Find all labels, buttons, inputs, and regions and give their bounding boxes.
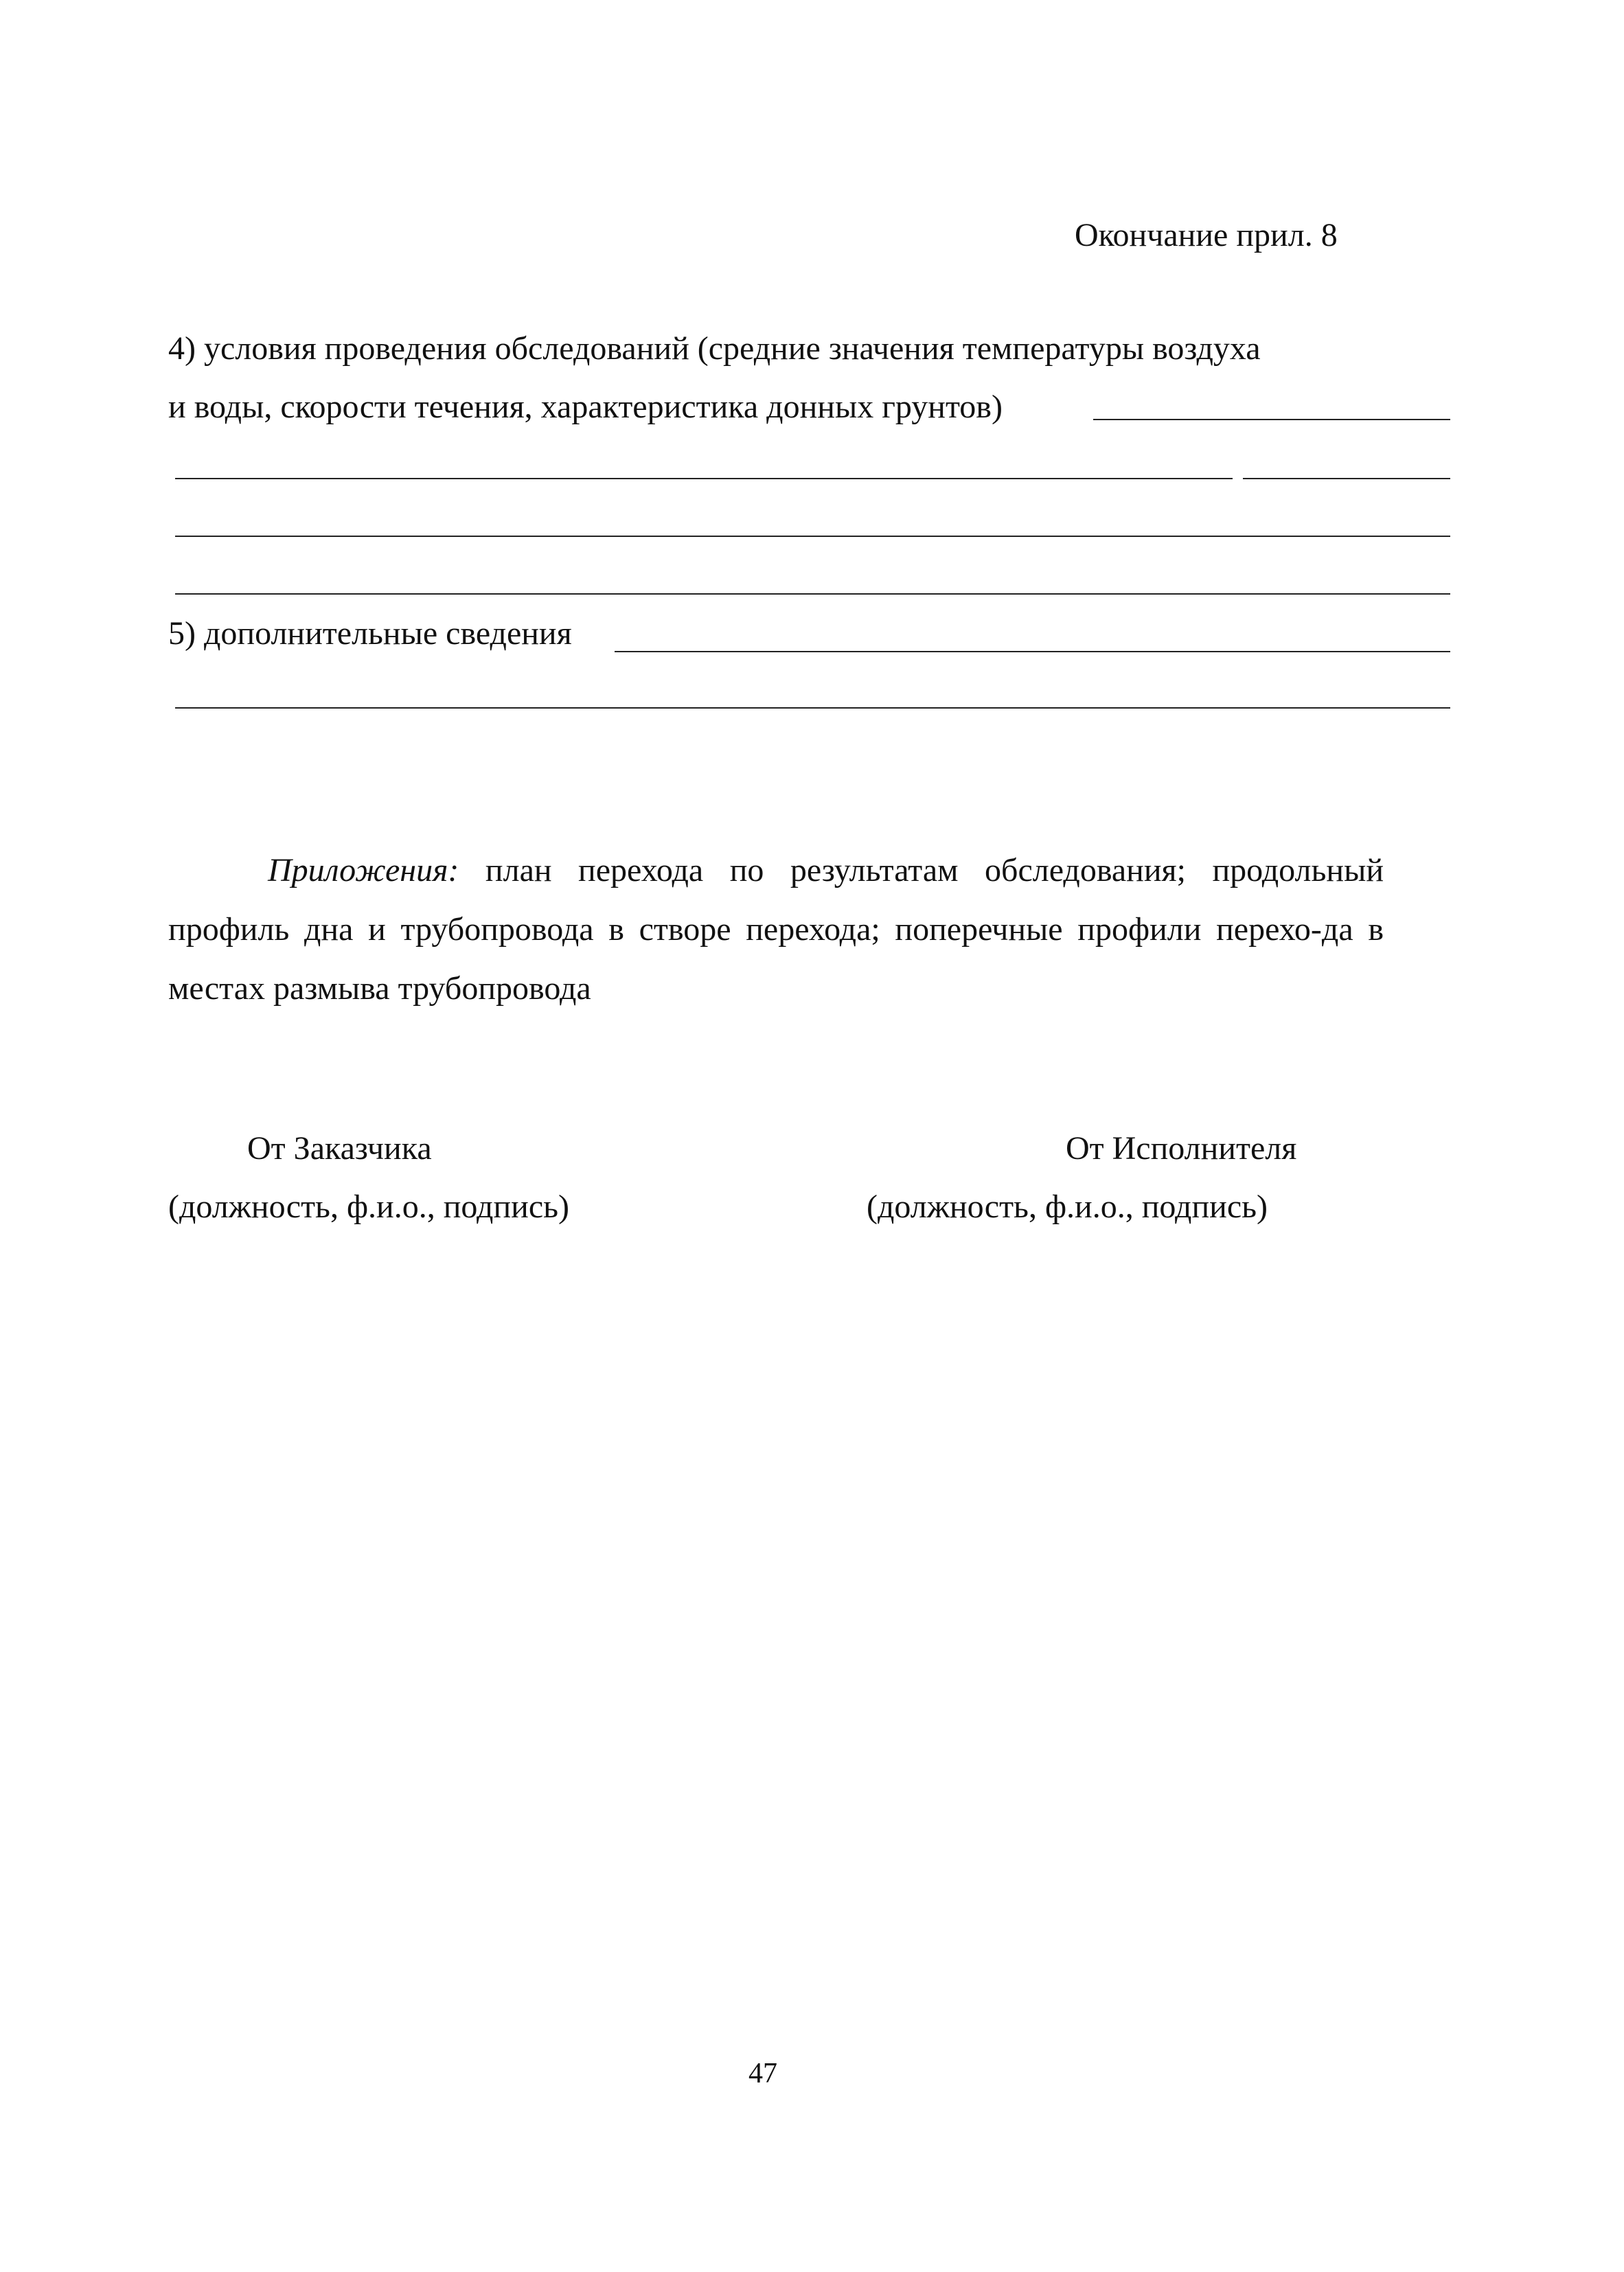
item-4-text-line-2: и воды, скорости течения, характеристика донных грунтов) (168, 389, 1003, 425)
contractor-signature-label: От Исполнителя (1066, 1130, 1297, 1167)
item-4-blank-line-1b (1243, 478, 1450, 479)
item-5-text: 5) дополнительные сведения (168, 615, 572, 652)
item-5-blank-line-1 (175, 707, 1450, 709)
appendix-paragraph (168, 841, 1384, 1018)
item-5-blank-inline (615, 651, 1450, 652)
item-4-blank-inline (1093, 419, 1450, 420)
item-4-blank-line-2 (175, 536, 1450, 537)
item-4-blank-line-3 (175, 593, 1450, 595)
customer-signature-label: От Заказчика (247, 1130, 432, 1167)
page-number: 47 (748, 2058, 777, 2089)
item-4-blank-line-1a (175, 478, 1233, 479)
item-4-text-line-1: 4) условия проведения обследований (средние значения температуры воздуха (168, 330, 1261, 367)
appendix-text: план перехода по результатам обследования; продольный профиль дна и трубопровода в створе перехода; поперечные профили перехо-да в местах размыва трубопровода (168, 852, 1384, 1007)
customer-signature-caption: (должность, ф.и.о., подпись) (168, 1189, 570, 1225)
appendix-continuation-label: Окончание прил. 8 (1075, 217, 1338, 253)
appendix-lead: Приложения: (268, 852, 459, 888)
contractor-signature-caption: (должность, ф.и.о., подпись) (867, 1189, 1268, 1225)
